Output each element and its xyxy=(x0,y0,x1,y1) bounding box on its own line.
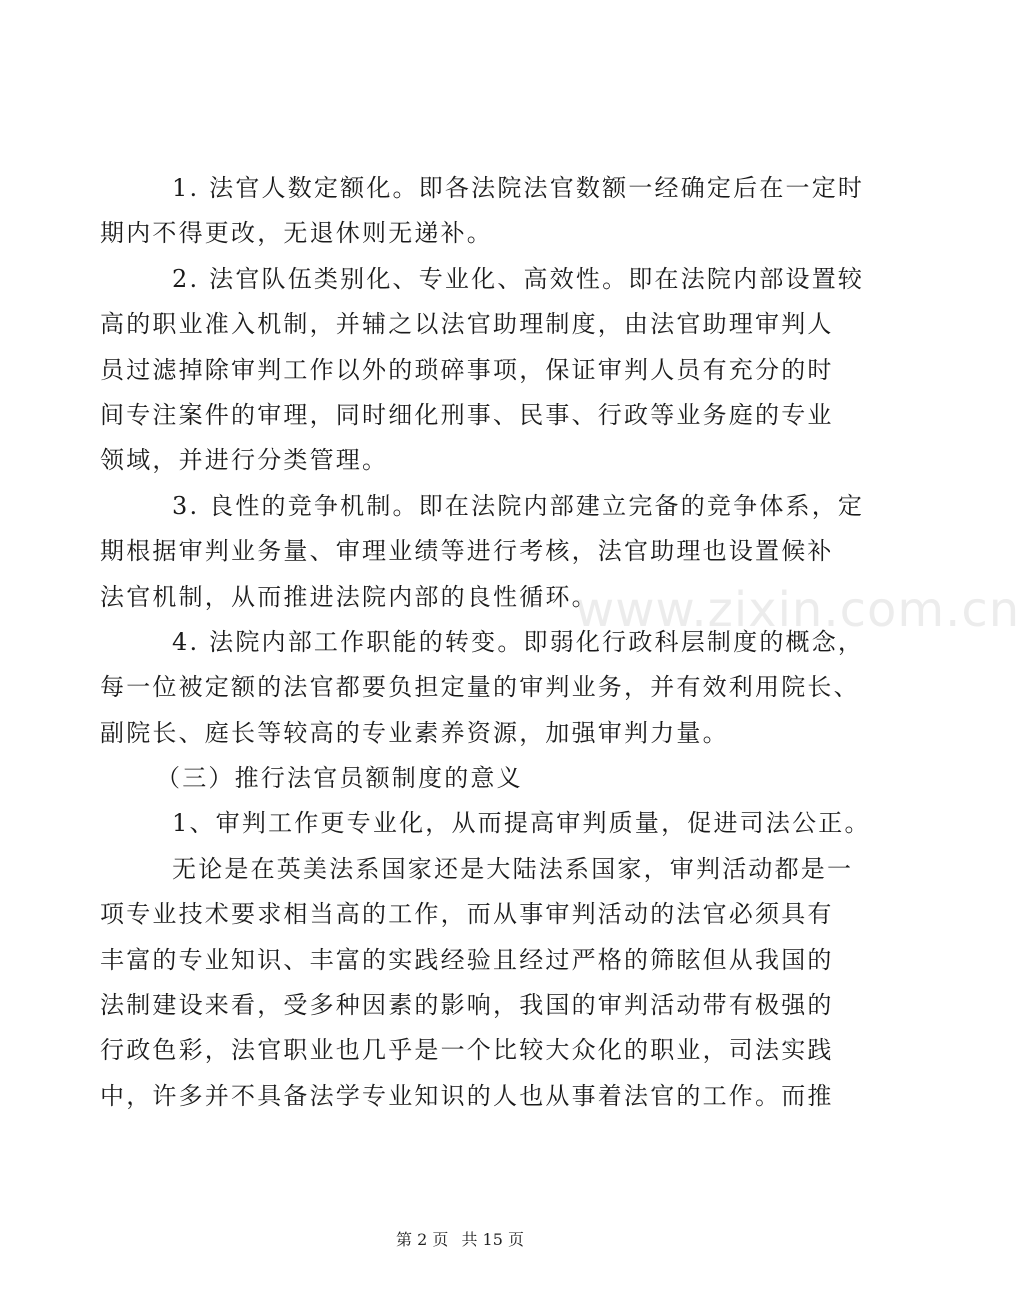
document-body xyxy=(100,166,871,1119)
page-number: 第 2 页 xyxy=(396,1230,449,1249)
page-total: 共 15 页 xyxy=(461,1230,524,1249)
paragraph-3-line-3: 法官机制，从而推进法院内部的良性循环。 xyxy=(100,582,598,611)
paragraph-2-line-3: 员过滤掉除审判工作以外的琐碎事项，保证审判人员有充分的时 xyxy=(100,355,834,384)
paragraph-5-line-1: 1、审判工作更专业化，从而提高审判质量，促进司法公正。 xyxy=(172,809,871,838)
watermark-text: www.zixin.com.cn xyxy=(575,582,1020,638)
page-footer xyxy=(0,1228,920,1252)
paragraph-6-line-4: 法制建设来看，受多种因素的影响，我国的审判活动带有极强的 xyxy=(100,991,834,1020)
paragraph-6-line-2: 项专业技术要求相当高的工作，而从事审判活动的法官必须具有 xyxy=(100,900,834,929)
paragraph-6-line-3: 丰富的专业知识、丰富的实践经验且经过严格的筛眩但从我国的 xyxy=(100,945,834,974)
paragraph-2-line-2: 高的职业准入机制，并辅之以法官助理制度，由法官助理审判人 xyxy=(100,310,834,339)
paragraph-3-line-2: 期根据审判业务量、审理业绩等进行考核，法官助理也设置候补 xyxy=(100,537,834,566)
paragraph-6-line-5: 行政色彩，法官职业也几乎是一个比较大众化的职业，司法实践 xyxy=(100,1036,834,1065)
paragraph-4-line-1: 4. 法院内部工作职能的转变。即弱化行政科层制度的概念， xyxy=(172,627,865,656)
paragraph-2-line-1: 2. 法官队伍类别化、专业化、高效性。即在法院内部设置较 xyxy=(172,264,865,293)
paragraph-1-line-1: 1. 法官人数定额化。即各法院法官数额一经确定后在一定时 xyxy=(172,174,865,202)
paragraph-6-line-1: 无论是在英美法系国家还是大陆法系国家，审判活动都是一 xyxy=(172,854,854,883)
paragraph-6-line-6: 中，许多并不具备法学专业知识的人也从事着法官的工作。而推 xyxy=(100,1081,834,1110)
paragraph-2-line-4: 间专注案件的审理，同时细化刑事、民事、行政等业务庭的专业 xyxy=(100,400,834,429)
paragraph-4-line-2: 每一位被定额的法官都要负担定量的审判业务，并有效利用院长、 xyxy=(100,673,860,702)
paragraph-1-line-2: 期内不得更改，无退休则无递补。 xyxy=(100,219,493,248)
paragraph-2-line-5: 领域，并进行分类管理。 xyxy=(100,446,389,475)
section-heading: （三）推行法官员额制度的意义 xyxy=(156,764,523,793)
paragraph-4-line-3: 副院长、庭长等较高的专业素养资源，加强审判力量。 xyxy=(100,718,729,747)
paragraph-3-line-1: 3. 良性的竞争机制。即在法院内部建立完备的竞争体系，定 xyxy=(172,491,865,520)
